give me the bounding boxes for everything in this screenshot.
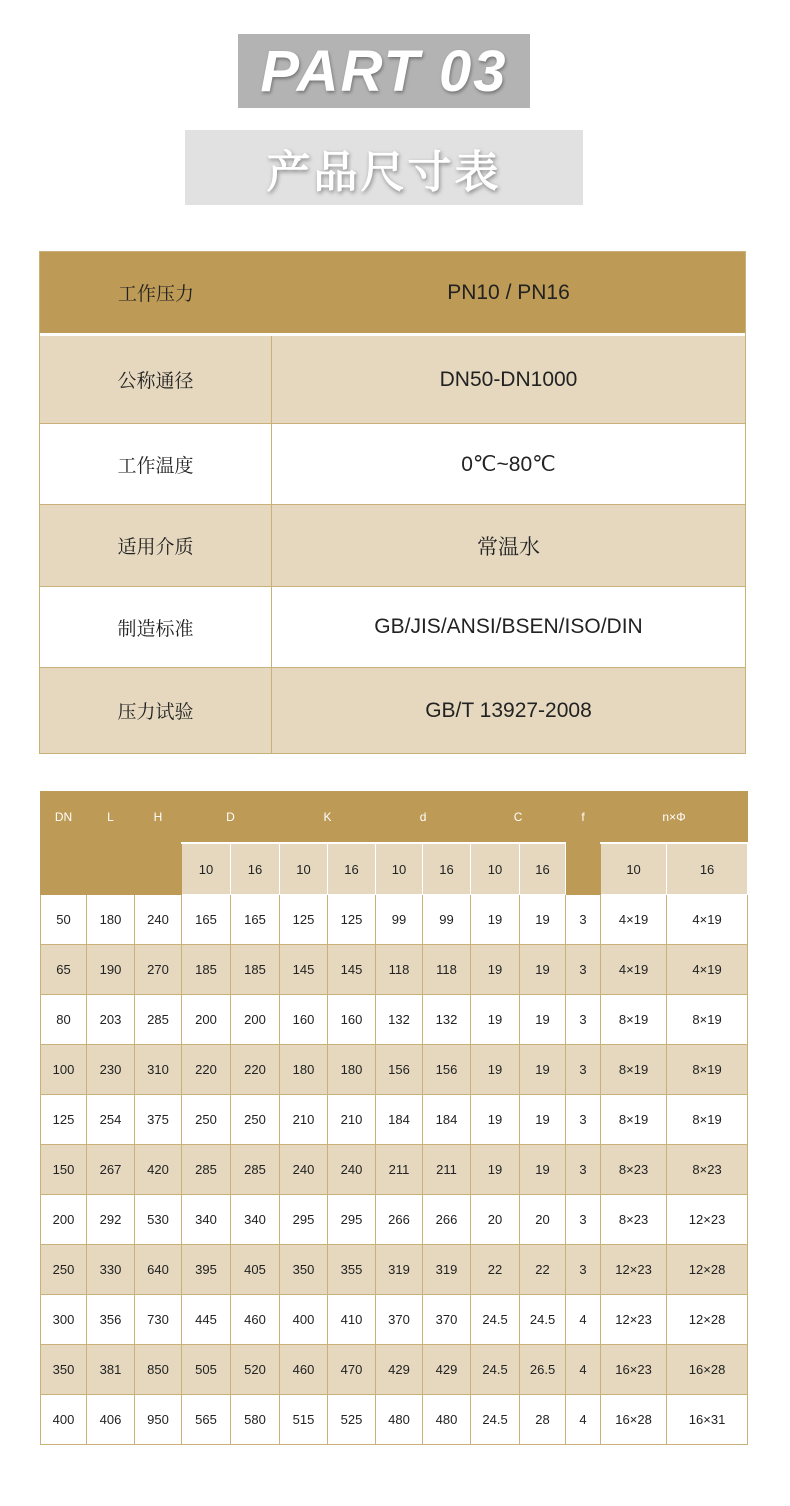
table-cell: 355 <box>328 1245 376 1295</box>
table-cell: 266 <box>376 1195 423 1245</box>
table-cell: 210 <box>328 1095 376 1145</box>
table-cell: 254 <box>87 1095 135 1145</box>
table-cell: 132 <box>376 995 423 1045</box>
table-cell: 24.5 <box>471 1295 520 1345</box>
spec-label: 公称通径 <box>40 336 272 423</box>
table-cell: 580 <box>231 1395 280 1445</box>
header-k: K <box>280 792 376 844</box>
table-cell: 210 <box>280 1095 328 1145</box>
table-cell: 370 <box>376 1295 423 1345</box>
table-cell: 520 <box>231 1345 280 1395</box>
table-cell: 8×19 <box>601 1045 667 1095</box>
subtitle-banner <box>185 130 583 205</box>
table-cell: 530 <box>135 1195 182 1245</box>
table-cell: 19 <box>471 895 520 945</box>
header-f: f <box>566 792 601 844</box>
table-cell: 4 <box>566 1295 601 1345</box>
table-cell: 300 <box>41 1295 87 1345</box>
table-cell: 19 <box>471 1145 520 1195</box>
subheader-pn: 10 <box>471 843 520 895</box>
table-cell: 220 <box>231 1045 280 1095</box>
table-cell: 400 <box>280 1295 328 1345</box>
table-row <box>41 1145 748 1195</box>
table-cell: 200 <box>41 1195 87 1245</box>
table-row <box>41 995 748 1045</box>
table-cell: 270 <box>135 945 182 995</box>
subheader-pn: 10 <box>280 843 328 895</box>
table-cell: 19 <box>471 1095 520 1145</box>
table-cell: 28 <box>520 1395 566 1445</box>
table-cell: 565 <box>182 1395 231 1445</box>
table-cell: 4×19 <box>601 895 667 945</box>
table-cell: 3 <box>566 1245 601 1295</box>
table-cell: 640 <box>135 1245 182 1295</box>
table-cell: 429 <box>376 1345 423 1395</box>
spec-value: GB/JIS/ANSI/BSEN/ISO/DIN <box>374 615 643 638</box>
table-cell: 410 <box>328 1295 376 1345</box>
table-row <box>41 945 748 995</box>
subheader-pn: 16 <box>231 843 280 895</box>
table-cell: 211 <box>423 1145 471 1195</box>
spec-label: 制造标准 <box>40 587 272 667</box>
table-cell: 8×19 <box>667 1095 748 1145</box>
table-cell: 12×23 <box>667 1195 748 1245</box>
table-row <box>41 895 748 945</box>
table-cell: 330 <box>87 1245 135 1295</box>
table-cell: 4×19 <box>601 945 667 995</box>
table-cell: 480 <box>423 1395 471 1445</box>
subheader-pn: 16 <box>328 843 376 895</box>
table-cell: 400 <box>41 1395 87 1445</box>
table-cell: 505 <box>182 1345 231 1395</box>
table-cell: 20 <box>471 1195 520 1245</box>
table-cell: 3 <box>566 1045 601 1095</box>
table-cell: 4×19 <box>667 895 748 945</box>
table-cell: 165 <box>231 895 280 945</box>
table-cell: 266 <box>423 1195 471 1245</box>
subheader-pn: 16 <box>423 843 471 895</box>
table-cell: 515 <box>280 1395 328 1445</box>
table-cell: 185 <box>182 945 231 995</box>
table-cell: 730 <box>135 1295 182 1345</box>
table-cell: 19 <box>520 1045 566 1095</box>
table-cell: 525 <box>328 1395 376 1445</box>
part-title: PART 03 <box>260 38 508 104</box>
header-d-raised: d <box>376 792 471 844</box>
table-cell: 950 <box>135 1395 182 1445</box>
table-cell: 250 <box>41 1245 87 1295</box>
table-cell: 22 <box>520 1245 566 1295</box>
table-row <box>41 1245 748 1295</box>
table-cell: 3 <box>566 1095 601 1145</box>
table-cell: 8×19 <box>667 995 748 1045</box>
table-cell: 240 <box>280 1145 328 1195</box>
table-cell: 156 <box>376 1045 423 1095</box>
table-cell: 340 <box>231 1195 280 1245</box>
header-dn: DN <box>41 792 87 844</box>
table-cell: 145 <box>280 945 328 995</box>
table-cell: 118 <box>376 945 423 995</box>
table-cell: 8×19 <box>601 1095 667 1145</box>
table-cell: 445 <box>182 1295 231 1345</box>
table-cell: 8×23 <box>601 1145 667 1195</box>
spec-row <box>40 336 745 424</box>
section-title: 产品尺寸表 <box>266 146 502 198</box>
spec-value: PN10 / PN16 <box>447 280 570 304</box>
table-cell: 184 <box>423 1095 471 1145</box>
table-cell: 150 <box>41 1145 87 1195</box>
table-cell: 230 <box>87 1045 135 1095</box>
table-cell: 319 <box>423 1245 471 1295</box>
table-cell: 19 <box>471 1045 520 1095</box>
table-cell: 132 <box>423 995 471 1045</box>
table-cell: 395 <box>182 1245 231 1295</box>
table-cell: 22 <box>471 1245 520 1295</box>
table-cell: 26.5 <box>520 1345 566 1395</box>
table-cell: 160 <box>328 995 376 1045</box>
table-cell: 375 <box>135 1095 182 1145</box>
header-row <box>41 792 748 844</box>
spec-table <box>39 251 746 754</box>
subheader-row <box>41 843 748 895</box>
table-cell: 19 <box>520 895 566 945</box>
table-cell: 4 <box>566 1345 601 1395</box>
header-bolts: n×Φ <box>601 792 748 844</box>
table-cell: 12×28 <box>667 1245 748 1295</box>
table-cell: 480 <box>376 1395 423 1445</box>
table-row <box>41 1195 748 1245</box>
subheader-pn: 10 <box>376 843 423 895</box>
table-cell: 240 <box>328 1145 376 1195</box>
table-cell: 420 <box>135 1145 182 1195</box>
table-cell: 19 <box>520 995 566 1045</box>
spec-row <box>40 668 745 753</box>
subheader-pn: 16 <box>520 843 566 895</box>
spec-value: 0℃~80℃ <box>461 452 556 476</box>
table-cell: 295 <box>328 1195 376 1245</box>
table-cell: 16×28 <box>667 1345 748 1395</box>
spec-value: GB/T 13927-2008 <box>425 698 592 722</box>
table-cell: 405 <box>231 1245 280 1295</box>
table-cell: 460 <box>280 1345 328 1395</box>
table-cell: 4×19 <box>667 945 748 995</box>
table-cell: 19 <box>471 945 520 995</box>
table-cell: 470 <box>328 1345 376 1395</box>
table-cell: 24.5 <box>520 1295 566 1345</box>
table-cell: 16×28 <box>601 1395 667 1445</box>
table-cell: 3 <box>566 995 601 1045</box>
spec-row <box>40 252 745 336</box>
table-cell: 65 <box>41 945 87 995</box>
table-cell: 285 <box>135 995 182 1045</box>
table-cell: 180 <box>328 1045 376 1095</box>
table-cell: 24.5 <box>471 1345 520 1395</box>
table-cell: 185 <box>231 945 280 995</box>
table-cell: 4 <box>566 1395 601 1445</box>
spec-label: 工作温度 <box>40 424 272 504</box>
part-banner <box>238 34 530 108</box>
table-cell: 3 <box>566 945 601 995</box>
table-cell: 99 <box>423 895 471 945</box>
table-cell: 160 <box>280 995 328 1045</box>
subheader-blank <box>135 843 182 895</box>
header-l: L <box>87 792 135 844</box>
table-cell: 184 <box>376 1095 423 1145</box>
table-cell: 340 <box>182 1195 231 1245</box>
table-cell: 429 <box>423 1345 471 1395</box>
table-cell: 356 <box>87 1295 135 1345</box>
spec-row <box>40 587 745 668</box>
table-cell: 156 <box>423 1045 471 1095</box>
table-cell: 180 <box>87 895 135 945</box>
table-cell: 220 <box>182 1045 231 1095</box>
table-cell: 12×28 <box>667 1295 748 1345</box>
table-row <box>41 1295 748 1345</box>
header-h: H <box>135 792 182 844</box>
table-row <box>41 1045 748 1095</box>
table-cell: 8×19 <box>601 995 667 1045</box>
table-cell: 12×23 <box>601 1295 667 1345</box>
table-cell: 8×23 <box>601 1195 667 1245</box>
subheader-blank <box>41 843 87 895</box>
table-cell: 285 <box>231 1145 280 1195</box>
subheader-pn: 10 <box>601 843 667 895</box>
table-row <box>41 1395 748 1445</box>
spec-label: 适用介质 <box>40 505 272 586</box>
table-cell: 3 <box>566 1195 601 1245</box>
table-cell: 8×23 <box>667 1145 748 1195</box>
table-cell: 12×23 <box>601 1245 667 1295</box>
table-cell: 19 <box>520 945 566 995</box>
table-cell: 460 <box>231 1295 280 1345</box>
table-cell: 19 <box>520 1095 566 1145</box>
table-row <box>41 1095 748 1145</box>
table-cell: 267 <box>87 1145 135 1195</box>
header-d-flange: D <box>182 792 280 844</box>
table-cell: 125 <box>328 895 376 945</box>
table-cell: 19 <box>520 1145 566 1195</box>
table-cell: 125 <box>280 895 328 945</box>
table-cell: 50 <box>41 895 87 945</box>
table-cell: 406 <box>87 1395 135 1445</box>
spec-value: DN50-DN1000 <box>439 367 578 391</box>
table-cell: 240 <box>135 895 182 945</box>
table-cell: 80 <box>41 995 87 1045</box>
table-cell: 99 <box>376 895 423 945</box>
table-cell: 350 <box>280 1245 328 1295</box>
table-cell: 211 <box>376 1145 423 1195</box>
spec-label: 压力试验 <box>40 668 272 753</box>
spec-label: 工作压力 <box>117 283 194 305</box>
table-cell: 180 <box>280 1045 328 1095</box>
spec-row <box>40 505 745 587</box>
table-cell: 319 <box>376 1245 423 1295</box>
spec-value: 常温水 <box>477 535 540 559</box>
table-cell: 285 <box>182 1145 231 1195</box>
table-cell: 16×23 <box>601 1345 667 1395</box>
table-cell: 165 <box>182 895 231 945</box>
table-cell: 100 <box>41 1045 87 1095</box>
table-cell: 370 <box>423 1295 471 1345</box>
table-cell: 250 <box>182 1095 231 1145</box>
table-cell: 145 <box>328 945 376 995</box>
table-cell: 125 <box>41 1095 87 1145</box>
table-cell: 16×31 <box>667 1395 748 1445</box>
table-cell: 3 <box>566 895 601 945</box>
table-cell: 20 <box>520 1195 566 1245</box>
table-cell: 24.5 <box>471 1395 520 1445</box>
dimension-table <box>40 791 748 1445</box>
table-cell: 250 <box>231 1095 280 1145</box>
table-row <box>41 1345 748 1395</box>
table-cell: 850 <box>135 1345 182 1395</box>
subheader-pn: 10 <box>182 843 231 895</box>
table-cell: 292 <box>87 1195 135 1245</box>
header-c: C <box>471 792 566 844</box>
table-cell: 8×19 <box>667 1045 748 1095</box>
table-cell: 203 <box>87 995 135 1045</box>
table-cell: 19 <box>471 995 520 1045</box>
table-cell: 381 <box>87 1345 135 1395</box>
table-cell: 200 <box>182 995 231 1045</box>
table-cell: 310 <box>135 1045 182 1095</box>
subheader-pn: 16 <box>667 843 748 895</box>
table-cell: 118 <box>423 945 471 995</box>
table-cell: 200 <box>231 995 280 1045</box>
table-cell: 295 <box>280 1195 328 1245</box>
table-cell: 3 <box>566 1145 601 1195</box>
subheader-blank <box>87 843 135 895</box>
table-cell: 190 <box>87 945 135 995</box>
spec-row <box>40 424 745 505</box>
subheader-blank <box>566 843 601 895</box>
table-cell: 350 <box>41 1345 87 1395</box>
